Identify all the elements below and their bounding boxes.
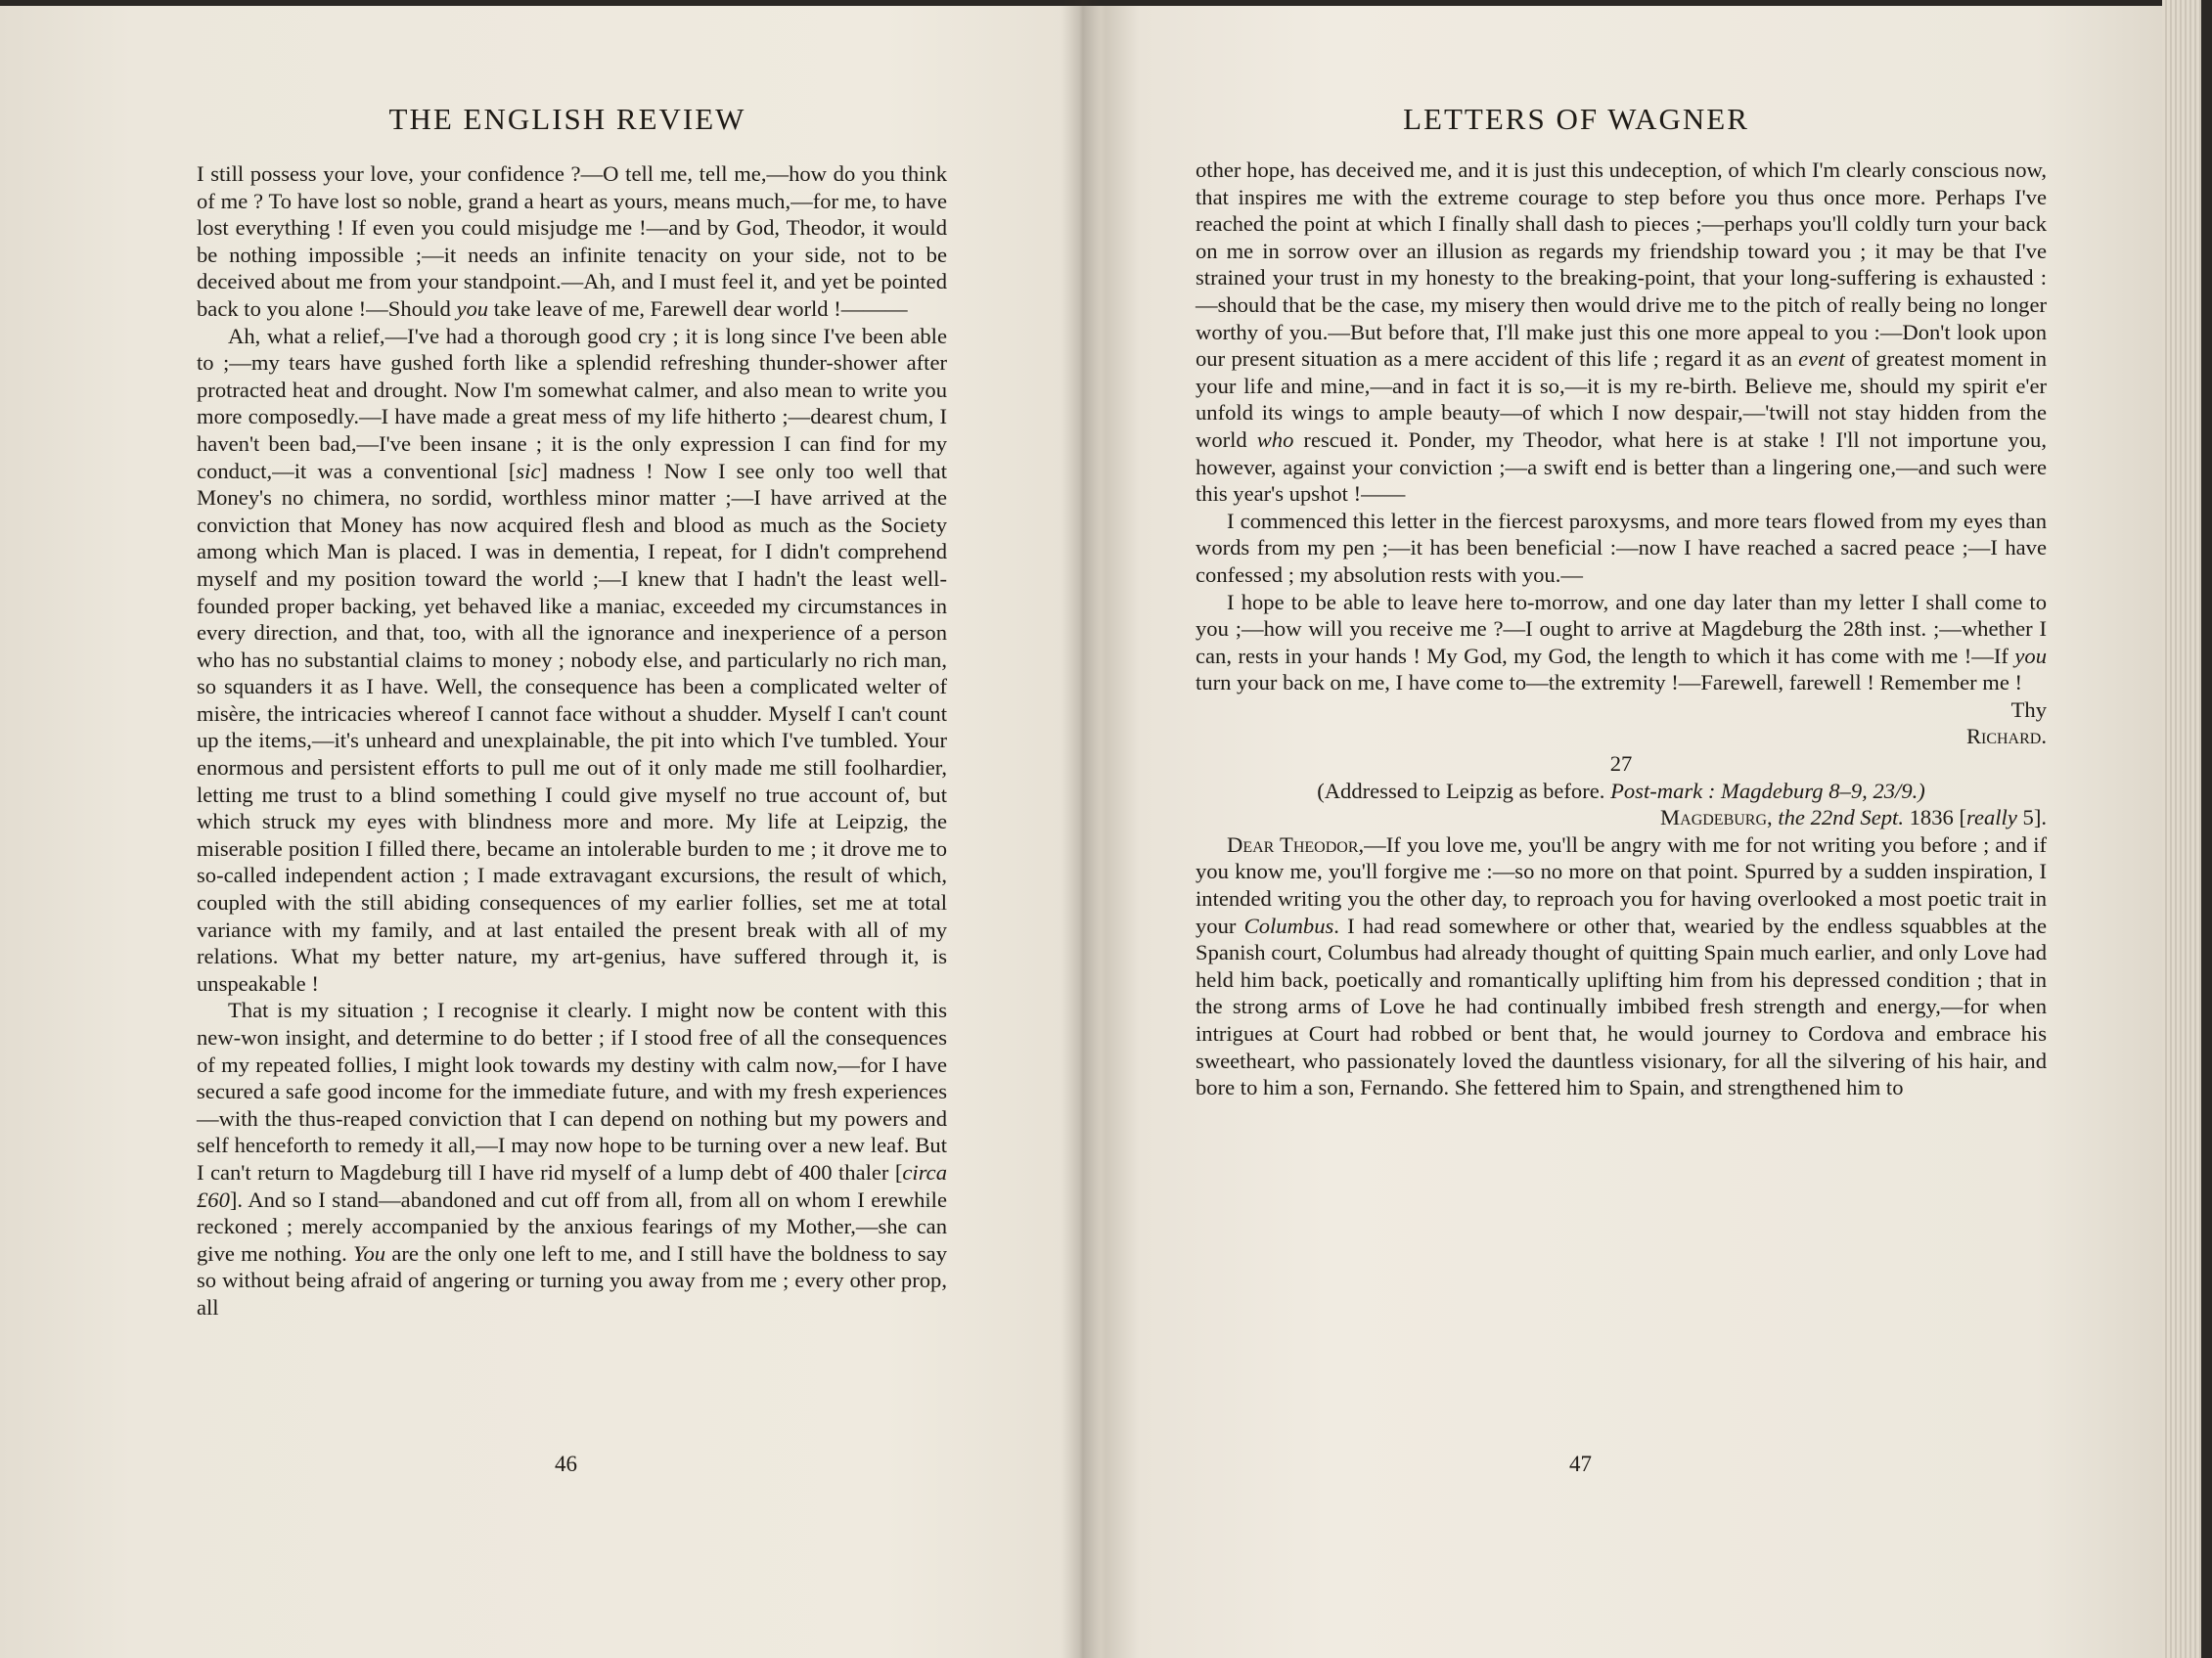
running-head-right: LETTERS OF WAGNER [1403, 102, 1749, 136]
paragraph: I hope to be able to leave here to-morrow, and one day later than my letter I shall come to you ;—how will you receive me ?—I ought to arrive at Magdeburg the 28th inst. ;—whether I can, rests in your hands ! My God, my God, the length to which it has come with me !—If you turn your back on me, I have come to—the extremity !—Farewell, farewell ! Remember me ! [1196, 589, 2047, 695]
paragraph: I still possess your love, your confidence ?—O tell me, tell me,—how do you think of me ? To have lost so noble, grand a heart as yours, means much,—for me, to have lost everything ! If even you could misjudge me !—and by God, Theodor, it would be nothing impossible ;—it needs an infinite tenacity on your side, not to be deceived about me from your standpoint.—Ah, and I must feel it, and yet be pointed back to you alone !—Should you take leave of me, Farewell dear world !——— [197, 161, 947, 321]
letter-date: Magdeburg, the 22nd Sept. 1836 [really 5]. [1660, 805, 2047, 830]
signoff: Thy [2010, 696, 2047, 722]
paragraph: That is my situation ; I recognise it clearly. I might now be content with this new-won insight, and determine to do better ; if I stood free of all the consequences of my repeated follies, I might look towards my destiny with calm now,—for I have secured a safe good income for the immediate future, and with my fresh experiences—with the thus-reaped conviction that I can depend on nothing but my powers and self henceforth to remedy it all,—I may now hope to be turning over a new leaf. But I can't return to Magdeburg till I have rid myself of a lump debt of 400 thaler [circa £60]. And so I stand—abandoned and cut off from all, from all on whom I erewhile reckoned ; merely accompanied by the anxious fearings of my Mother,—she can give me nothing. You are the only one left to me, and I still have the boldness to say so without being afraid of angering or turning you away from me ; every other prop, all [197, 998, 947, 1320]
salutation: Dear Theodor, [1227, 831, 1365, 857]
letter-address: (Addressed to Leipzig as before. Post-mark : Magdeburg 8–9, 23/9.) [1317, 778, 1925, 803]
page-number-left: 46 [555, 1452, 577, 1476]
signature: Richard. [1965, 724, 2047, 749]
paragraph: Dear Theodor,—If you love me, you'll be angry with me for not writing you before ; and if you know me, you'll forgive me :—so no more on that point. Spurred by a sudden inspiration, I intended writing you the other day, to reproach you for having overlooked a most poetic trait in your Columbus. I had read somewhere or other that, wearied by the endless squabbles at the Spanish court, Columbus had already thought of quitting Spain much earlier, and only Love had held him back, poetically and romantically uplifting him from his depressed condition ; that in the strong arms of Love he had continually imbibed fresh strength and energy,—for when intrigues at Court had robbed or bent that, he would journey to Cordova and embrace his sweetheart, who passionately loved the dauntless visionary, for all the silvering of his hair, and bore to him a son, Fernando. She fettered him to Spain, and strengthened him to [1196, 831, 2047, 1100]
right-page-body [1196, 157, 2047, 1101]
paragraph: Ah, what a relief,—I've had a thorough good cry ; it is long since I've been able to ;—my tears have gushed forth like a splendid refreshing thunder-shower after protracted heat and drought. Now I'm somewhat calmer, and also mean to write you more composedly.—I have made a great mess of my life hitherto ;—dearest chum, I haven't been bad,—I've been insane ; it is the only expression I can find for my conduct,—it was a conventional [sic] madness ! Now I see only too well that Money's no chimera, no sordid, worthless minor matter ;—I have arrived at the conviction that Money has now acquired flesh and blood as much as the Society among which Man is placed. I was in dementia, I repeat, for I didn't comprehend myself and my position toward the world ;—I knew that I hadn't the least well-founded proper backing, yet behaved like a maniac, exceeded my circumstances in every direction, and that, too, with all the ignorance and inexperience of a person who has no substantial claims to money ; nobody else, and particularly no rich man, so squanders it as I have. Well, the consequence has been a complicated welter of misère, the intricacies whereof I cannot face without a shudder. Myself I can't count up the items,—it's unheard and unexplainable, the pit into which I've tumbled. Your enormous and persistent efforts to pull me out of it only made me still foolhardier, letting me trust to a blind something I could give myself no true account of, but which struck my eyes with blindness more and more. My life at Leipzig, the miserable position I filled there, became an intolerable burden to me ; it drove me to so-called independent action ; I made extravagant excursions, the result of which, coupled with the still abiding consequences of my earlier follies, set me at total variance with my family, and at last entailed the present break with all of my relations. What my better nature, my art-genius, have suffered through it, is unspeakable ! [197, 323, 947, 996]
page-number-right: 47 [1569, 1452, 1592, 1476]
left-page [0, 0, 1076, 1658]
paragraph: I commenced this letter in the fiercest paroxysms, and more tears flowed from my eyes than words from my pen ;—it has been beneficial :—now I have reached a sacred peace ;—I have confessed ; my absolution rests with you.— [1196, 508, 2047, 587]
running-head-left: THE ENGLISH REVIEW [388, 102, 746, 136]
letter-number: 27 [1609, 751, 1633, 777]
cover-edge [2201, 0, 2212, 1658]
right-page [1076, 0, 2170, 1658]
left-page-body [197, 160, 947, 1322]
paragraph: other hope, has deceived me, and it is just this undeception, of which I'm clearly conscious now, that inspires me with the extreme courage to step before you thus once more. Perhaps I've reached the point at which I finally shall dash to pieces ;—perhaps you'll coldly turn your back on me in sorrow over an illusion as regards my friendship toward you ; it may be that I've strained your trust in my honesty to the breaking-point, that your long-suffering is exhausted :—should that be the case, my misery then would drive me to the pitch of really being no longer worthy of you.—But before that, I'll make just this one more appeal to you :—Don't look upon our present situation as a mere accident of this life ; regard it as an event of greatest moment in your life and mine,—and in fact it is so,—it is my re-birth. Believe me, should my spirit e'er unfold its wings to ample beauty—of which I now despair,—'twill not stay hidden from the world who rescued it. Ponder, my Theodor, what here is at stake ! I'll not importune you, however, against your conviction ;—a swift end is better than a lingering one,—and such were this year's upshot !—— [1196, 157, 2047, 507]
